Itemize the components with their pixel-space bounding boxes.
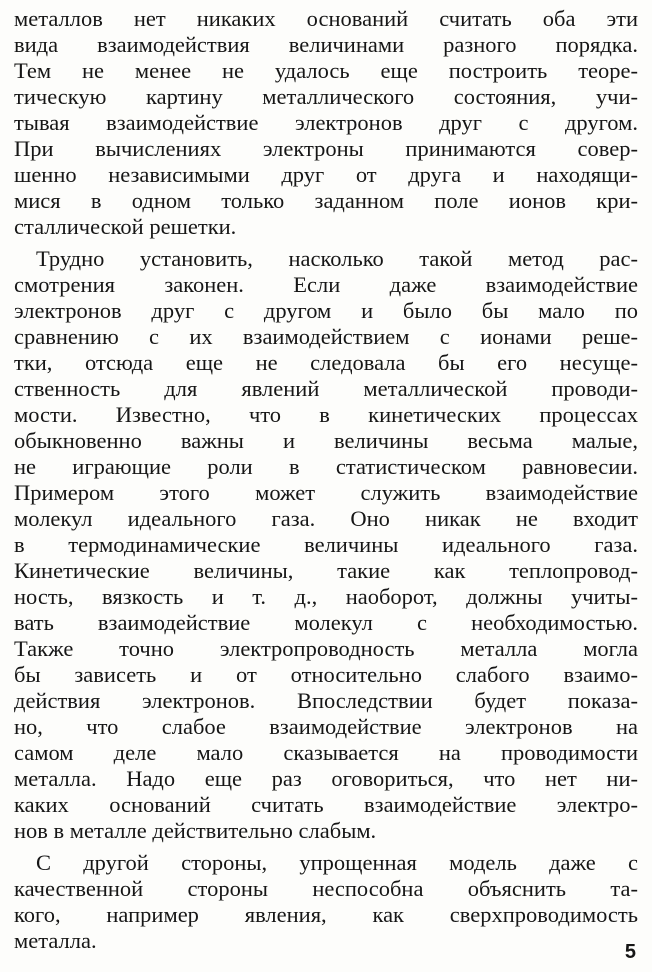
- text-line: обыкновенно важны и величины весьма малые,: [14, 428, 638, 453]
- text-line: самом деле мало сказывается на проводимости: [14, 740, 638, 765]
- text-line: Примером этого может служить взаимодействие: [14, 480, 638, 505]
- body-text: [14, 6, 638, 954]
- text-line: мися в одном только заданном поле ионов кри-: [14, 188, 638, 213]
- text-line: металлов нет никаких оснований считать оба эти: [14, 6, 638, 31]
- text-line: смотрения законен. Если даже взаимодействие: [14, 272, 638, 297]
- text-line: молекул идеального газа. Оно никак не входит: [14, 506, 638, 531]
- page-number: 5: [624, 941, 636, 963]
- text-line: кого, например явления, как сверхпроводимость: [14, 902, 638, 927]
- text-line: тки, отсюда еще не следовала бы его несуще-: [14, 350, 638, 375]
- text-line: металла.: [14, 928, 97, 953]
- text-line: тывая взаимодействие электронов друг с другом.: [14, 110, 638, 135]
- text-line: качественной стороны неспособна объяснить та-: [14, 876, 638, 901]
- text-line: Также точно электропроводность металла могла: [14, 636, 638, 661]
- text-line: бы зависеть и от относительно слабого взаимо-: [14, 662, 638, 687]
- text-line: действия электронов. Впоследствии будет показа-: [14, 688, 638, 713]
- paragraph: [14, 6, 638, 240]
- text-line: шенно независимыми друг от друга и находящи-: [14, 162, 638, 187]
- paragraph: [14, 850, 638, 954]
- text-line: Тем не менее не удалось еще построить теоре-: [14, 58, 638, 83]
- text-line: нов в металле действительно слабым.: [14, 818, 377, 843]
- paragraph: [14, 246, 638, 844]
- text-line: но, что слабое взаимодействие электронов на: [14, 714, 638, 739]
- text-line: вать взаимодействие молекул с необходимостью.: [14, 610, 638, 635]
- text-line: сталлической решетки.: [14, 214, 237, 239]
- text-line: Кинетические величины, такие как теплопровод-: [14, 558, 638, 583]
- text-line: металла. Надо еще раз оговориться, что нет ни-: [14, 766, 638, 791]
- text-line: мости. Известно, что в кинетических процессах: [14, 402, 638, 427]
- text-line: не играющие роли в статистическом равновесии.: [14, 454, 638, 479]
- text-line: в термодинамические величины идеального газа.: [14, 532, 638, 557]
- text-line: С другой стороны, упрощенная модель даже с: [36, 850, 638, 875]
- text-line: вида взаимодействия величинами разного порядка.: [14, 32, 638, 57]
- text-line: электронов друг с другом и было бы мало по: [14, 298, 638, 323]
- text-line: тическую картину металлического состояния, учи-: [14, 84, 638, 109]
- text-line: Трудно установить, насколько такой метод рас-: [36, 246, 638, 271]
- text-line: каких оснований считать взаимодействие электро-: [14, 792, 638, 817]
- text-line: ность, вязкость и т. д., наоборот, должны учиты-: [14, 584, 638, 609]
- text-line: сравнению с их взаимодействием с ионами реше-: [14, 324, 638, 349]
- text-line: ственность для явлений металлической проводи-: [14, 376, 638, 401]
- text-line: При вычислениях электроны принимаются совер-: [14, 136, 638, 161]
